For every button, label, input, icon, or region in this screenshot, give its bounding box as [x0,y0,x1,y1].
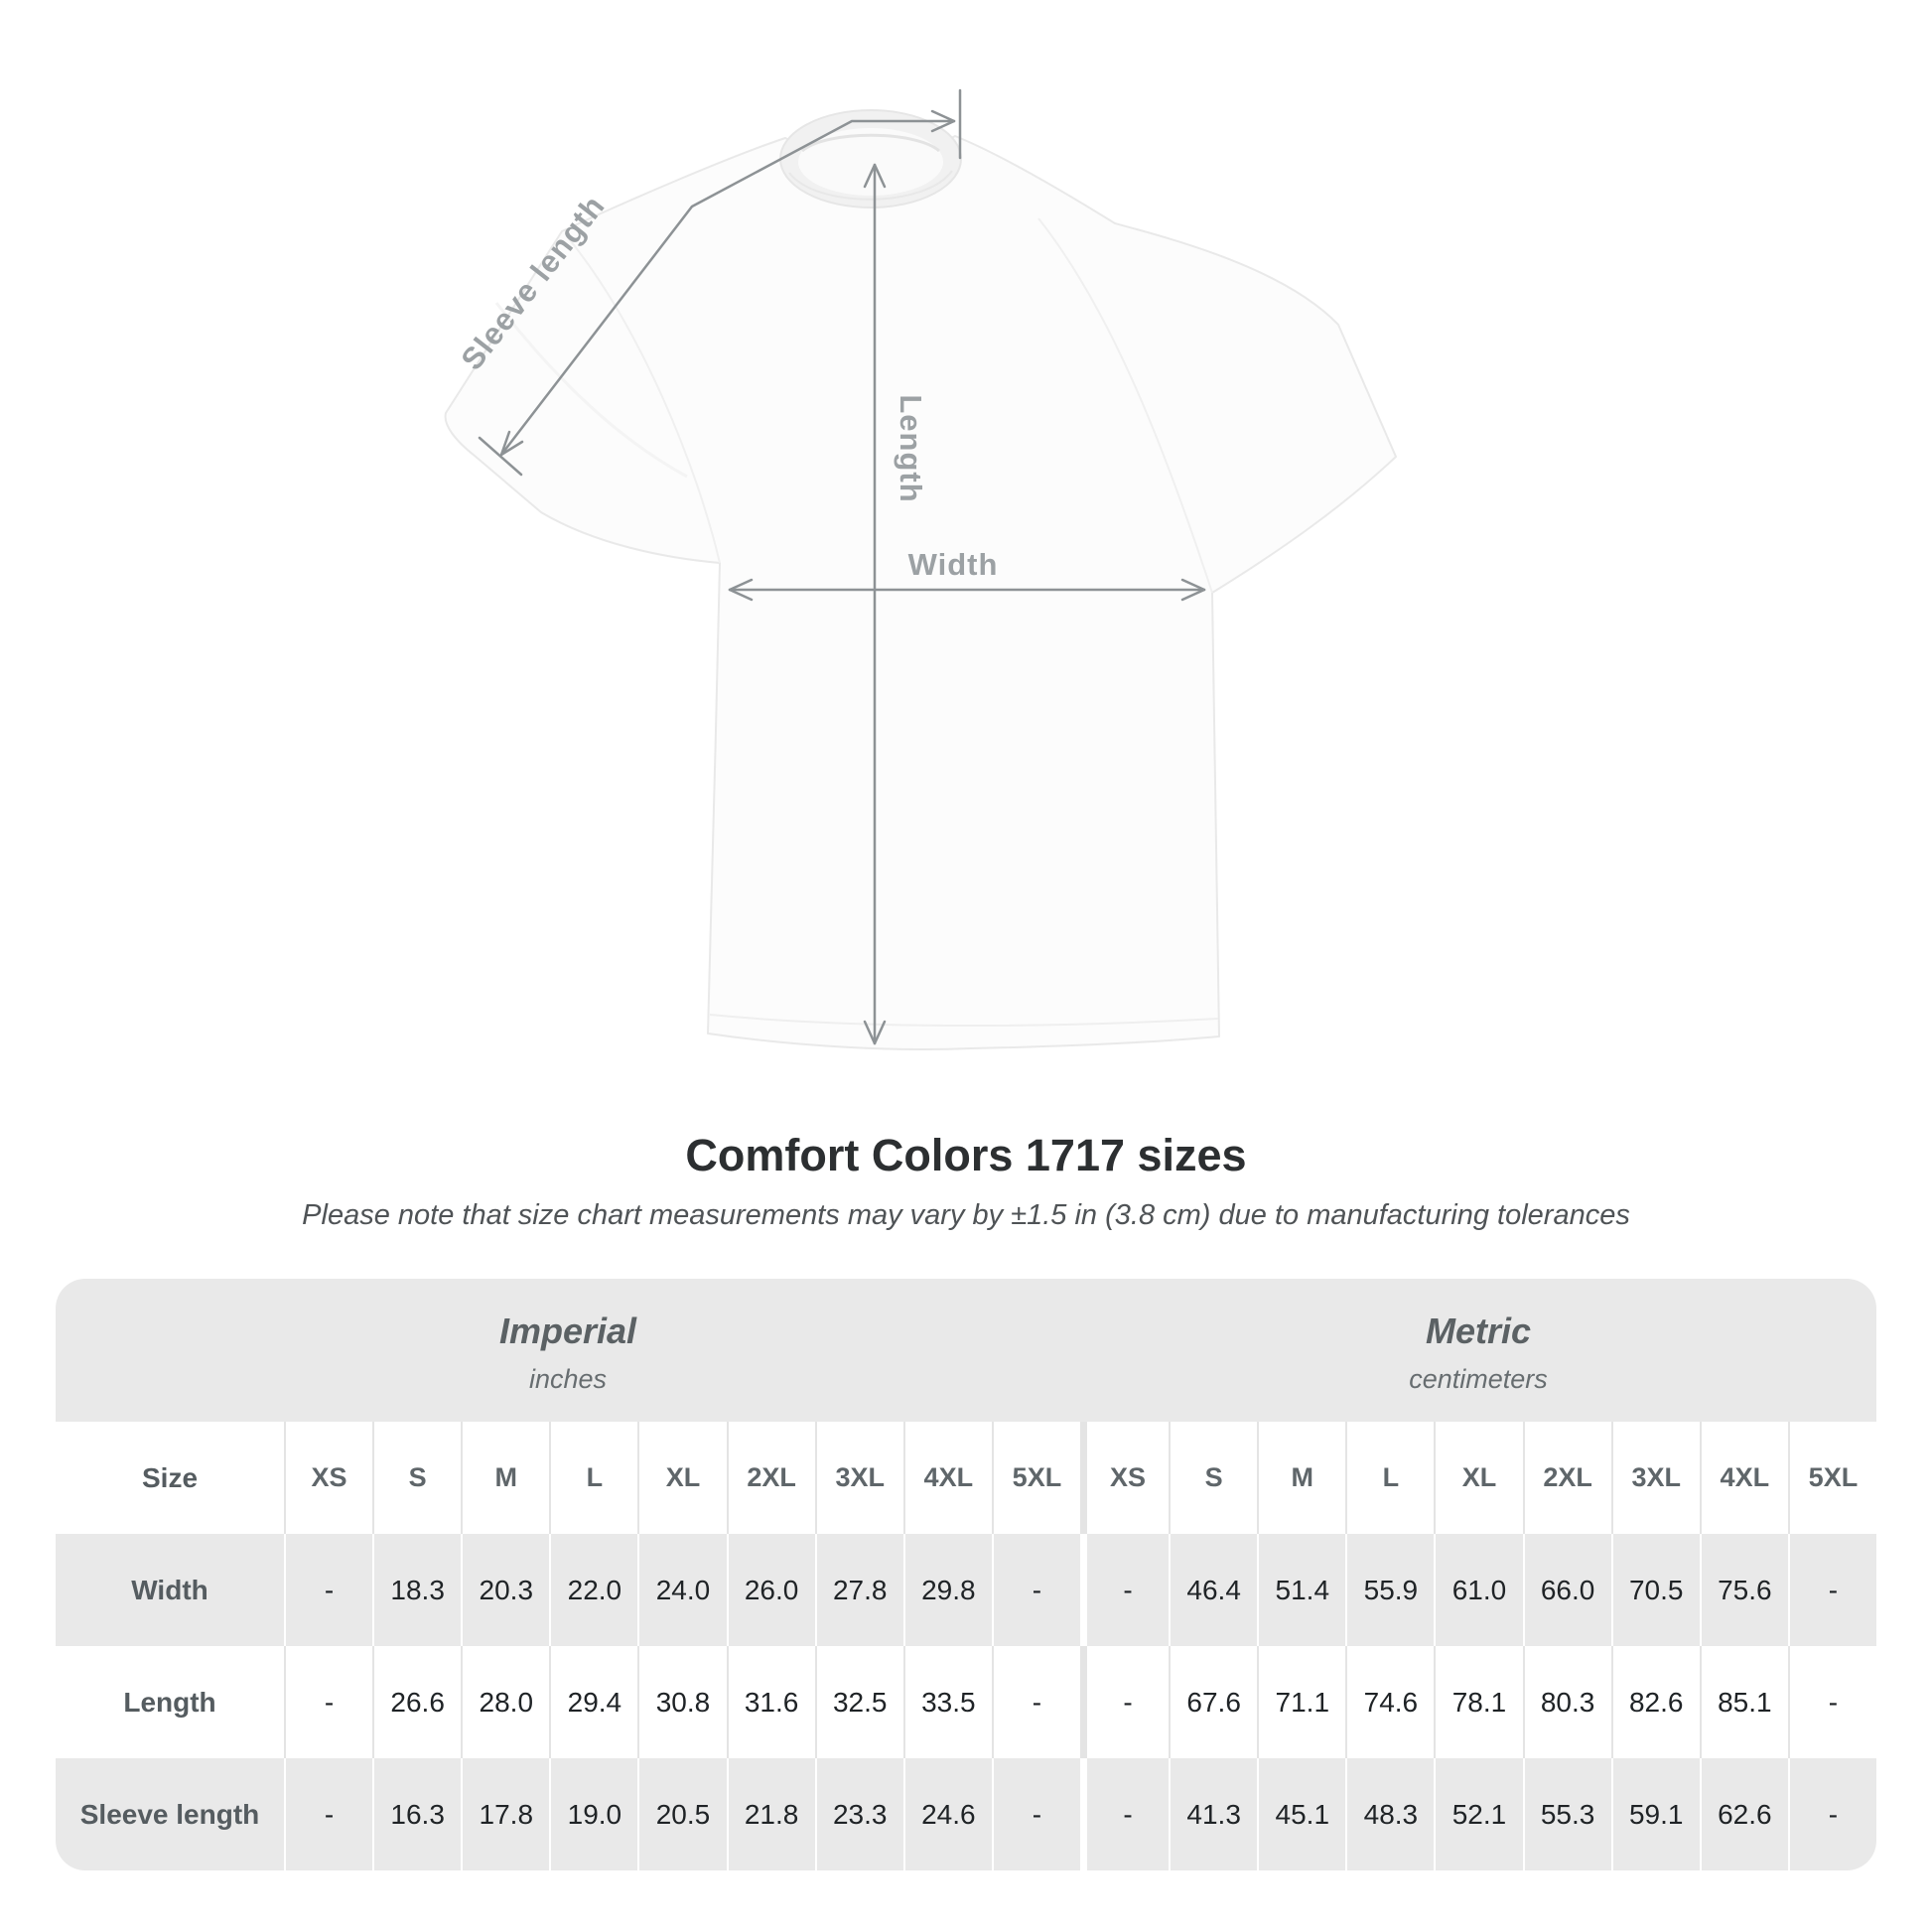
value-cell: 22.0 [549,1534,637,1646]
size-col-imperial-xs: XS [284,1422,372,1534]
value-cell: 41.3 [1169,1758,1257,1870]
value-cell: 80.3 [1523,1646,1611,1758]
size-col-imperial-m: M [461,1422,549,1534]
size-col-metric-2xl: 2XL [1523,1422,1611,1534]
metric-header [1080,1279,1876,1422]
size-col-imperial-l: L [549,1422,637,1534]
page-title: Comfort Colors 1717 sizes [685,1130,1247,1180]
value-cell: 85.1 [1700,1646,1788,1758]
size-table-rows [56,1422,1876,1870]
value-cell: 29.8 [903,1534,992,1646]
table-row-sleeve-length [56,1758,1876,1870]
value-cell: 62.6 [1700,1758,1788,1870]
size-col-imperial-4xl: 4XL [903,1422,992,1534]
value-cell: 66.0 [1523,1534,1611,1646]
row-label: Sleeve length [56,1758,284,1870]
value-cell: 16.3 [372,1758,461,1870]
unit-header-band [56,1279,1876,1422]
value-cell: - [1788,1758,1876,1870]
value-cell: 18.3 [372,1534,461,1646]
value-cell: - [1788,1534,1876,1646]
imperial-header [56,1279,1080,1422]
size-col-imperial-2xl: 2XL [727,1422,815,1534]
value-cell: 59.1 [1611,1758,1700,1870]
value-cell: 67.6 [1169,1646,1257,1758]
value-cell: - [284,1646,372,1758]
tolerance-note: Please note that size chart measurements may vary by ±1.5 in (3.8 cm) due to manufacturing tolerances [302,1199,1630,1231]
value-cell: 19.0 [549,1758,637,1870]
value-cell: 32.5 [815,1646,903,1758]
value-cell: 24.0 [637,1534,726,1646]
size-header-row [56,1422,1876,1534]
metric-header-title: Metric [1425,1310,1532,1351]
size-col-metric-3xl: 3XL [1611,1422,1700,1534]
row-label: Length [123,1686,216,1718]
row-label: Width [56,1534,284,1646]
value-cell: 52.1 [1434,1758,1522,1870]
value-cell: 20.5 [637,1758,726,1870]
value-cell: 27.8 [815,1534,903,1646]
length-label: Length [894,394,928,503]
value-cell: 70.5 [1611,1534,1700,1646]
value-cell: 51.4 [1257,1534,1345,1646]
value-cell: - [992,1758,1080,1870]
value-cell: - [1080,1646,1169,1758]
value-cell: 82.6 [1611,1646,1700,1758]
size-col-metric-xs: XS [1080,1422,1169,1534]
value-cell: 24.6 [903,1758,992,1870]
value-cell: 28.0 [461,1646,549,1758]
size-table [56,1279,1876,1870]
value-cell: 55.3 [1523,1758,1611,1870]
size-col-metric-5xl: 5XL [1788,1422,1876,1534]
imperial-header-unit: inches [528,1363,608,1394]
size-col-imperial-5xl: 5XL [992,1422,1080,1534]
metric-header-unit: centimeters [1409,1363,1548,1394]
value-cell: 45.1 [1257,1758,1345,1870]
value-cell: 29.4 [549,1646,637,1758]
size-col-metric-l: L [1345,1422,1434,1534]
size-col-metric-xl: XL [1434,1422,1522,1534]
value-cell: 23.3 [815,1758,903,1870]
value-cell: - [1080,1534,1169,1646]
sleeve-length-label: Sleeve length [454,188,613,377]
imperial-header-title: Imperial [498,1310,637,1351]
size-col-imperial-xl: XL [637,1422,726,1534]
table-row-width [56,1534,1876,1646]
size-col-metric-4xl: 4XL [1700,1422,1788,1534]
value-cell: 26.6 [372,1646,461,1758]
value-cell: 61.0 [1434,1534,1522,1646]
value-cell: - [1080,1758,1169,1870]
value-cell: - [992,1646,1080,1758]
value-cell: 71.1 [1257,1646,1345,1758]
value-cell: 75.6 [1700,1534,1788,1646]
value-cell: 48.3 [1345,1758,1434,1870]
value-cell: 46.4 [1169,1534,1257,1646]
size-col-imperial-3xl: 3XL [815,1422,903,1534]
width-label: Width [907,547,999,582]
size-header-label: Size [141,1461,199,1493]
size-col-metric-m: M [1257,1422,1345,1534]
value-cell: 33.5 [903,1646,992,1758]
tshirt-body [446,136,1396,1049]
value-cell: 21.8 [727,1758,815,1870]
value-cell: - [992,1534,1080,1646]
value-cell: 55.9 [1345,1534,1434,1646]
value-cell: 26.0 [727,1534,815,1646]
size-col-imperial-s: S [372,1422,461,1534]
value-cell: 17.8 [461,1758,549,1870]
value-cell: 31.6 [727,1646,815,1758]
value-cell: 74.6 [1345,1646,1434,1758]
value-cell: - [284,1534,372,1646]
value-cell: 30.8 [637,1646,726,1758]
value-cell: 20.3 [461,1534,549,1646]
size-col-metric-s: S [1169,1422,1257,1534]
value-cell: - [1788,1646,1876,1758]
table-row-length [56,1646,1876,1758]
value-cell: 78.1 [1434,1646,1522,1758]
value-cell: - [284,1758,372,1870]
